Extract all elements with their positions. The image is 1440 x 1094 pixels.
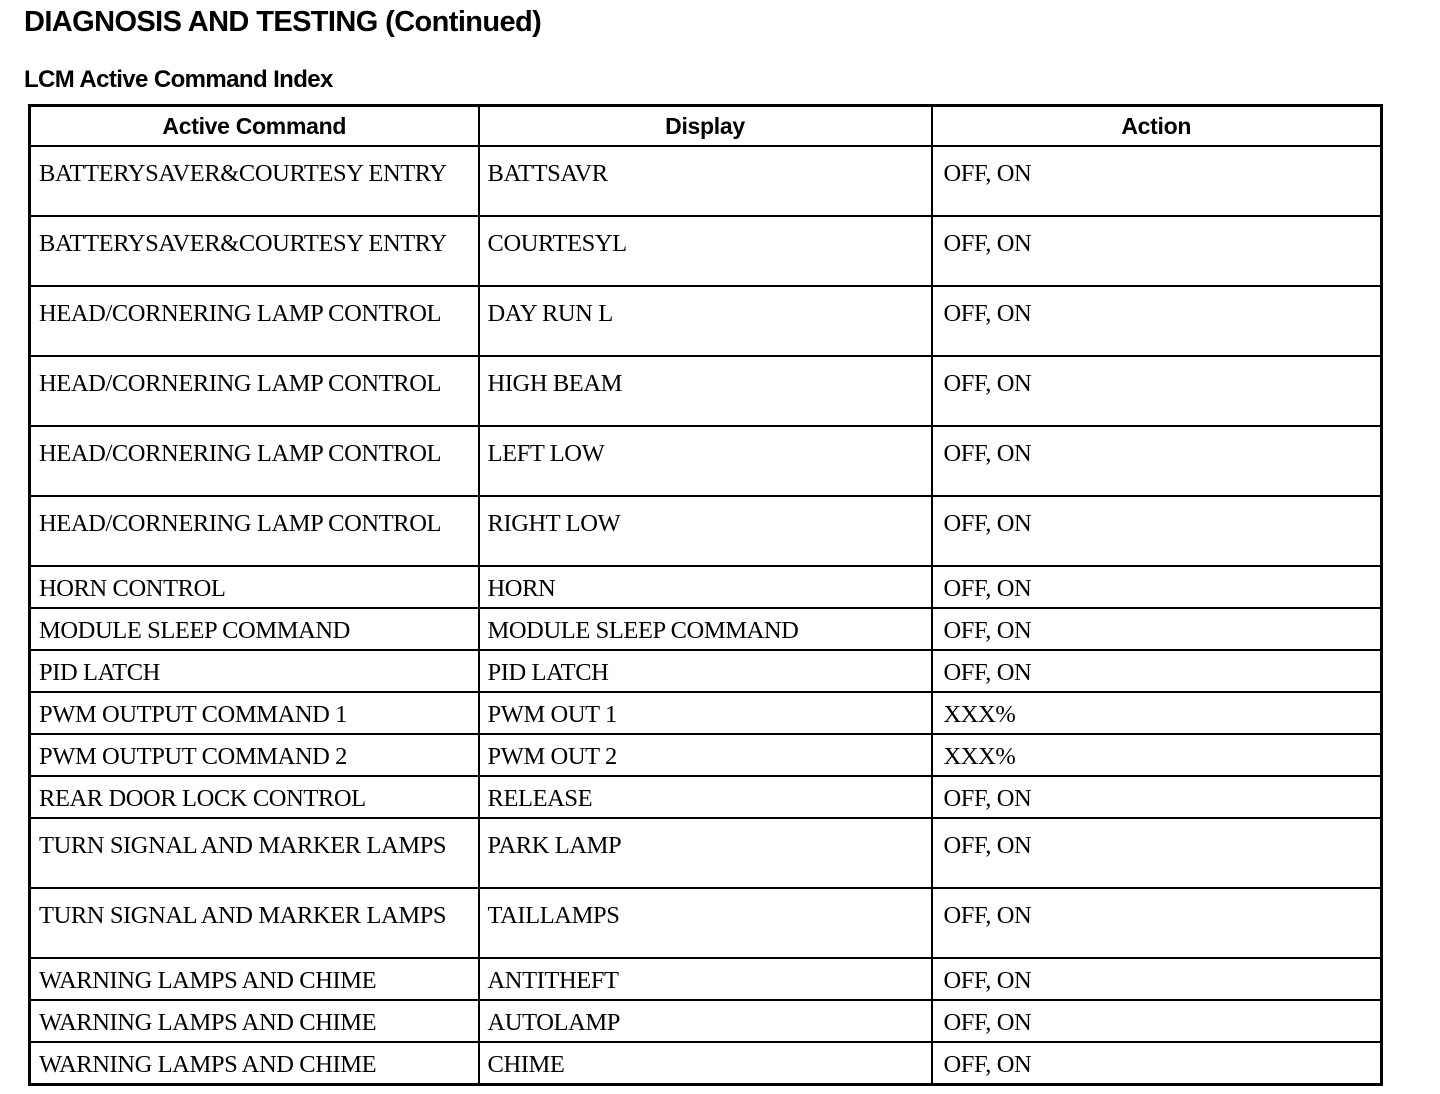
cell-display: RELEASE xyxy=(479,776,932,818)
cell-action: OFF, ON xyxy=(932,608,1382,650)
cell-action: OFF, ON xyxy=(932,566,1382,608)
cell-active-command: BATTERYSAVER&COURTESY ENTRY xyxy=(30,216,479,286)
cell-display: CHIME xyxy=(479,1042,932,1085)
column-header-action: Action xyxy=(932,106,1382,147)
cell-active-command: BATTERYSAVER&COURTESY ENTRY xyxy=(30,146,479,216)
cell-display: BATTSAVR xyxy=(479,146,932,216)
cell-action: OFF, ON xyxy=(932,650,1382,692)
cell-display: ANTITHEFT xyxy=(479,958,932,1000)
table-header-row xyxy=(30,106,1382,147)
cell-active-command: PWM OUTPUT COMMAND 2 xyxy=(30,734,479,776)
table-row xyxy=(30,776,1382,818)
cell-active-command: TURN SIGNAL AND MARKER LAMPS xyxy=(30,818,479,888)
table-row xyxy=(30,566,1382,608)
cell-active-command: HEAD/CORNERING LAMP CONTROL xyxy=(30,286,479,356)
cell-action: XXX% xyxy=(932,692,1382,734)
active-command-table xyxy=(28,104,1383,1086)
cell-active-command: WARNING LAMPS AND CHIME xyxy=(30,1000,479,1042)
cell-active-command: HEAD/CORNERING LAMP CONTROL xyxy=(30,426,479,496)
cell-active-command: TURN SIGNAL AND MARKER LAMPS xyxy=(30,888,479,958)
cell-display: PWM OUT 2 xyxy=(479,734,932,776)
cell-action: OFF, ON xyxy=(932,286,1382,356)
cell-active-command: HORN CONTROL xyxy=(30,566,479,608)
cell-active-command: REAR DOOR LOCK CONTROL xyxy=(30,776,479,818)
cell-active-command: HEAD/CORNERING LAMP CONTROL xyxy=(30,496,479,566)
cell-action: OFF, ON xyxy=(932,818,1382,888)
page-heading: DIAGNOSIS AND TESTING (Continued) xyxy=(24,6,542,38)
cell-action: OFF, ON xyxy=(932,216,1382,286)
cell-action: OFF, ON xyxy=(932,146,1382,216)
table-row xyxy=(30,286,1382,356)
cell-active-command: HEAD/CORNERING LAMP CONTROL xyxy=(30,356,479,426)
cell-display: PID LATCH xyxy=(479,650,932,692)
cell-action: OFF, ON xyxy=(932,1000,1382,1042)
cell-display: MODULE SLEEP COMMAND xyxy=(479,608,932,650)
cell-display: LEFT LOW xyxy=(479,426,932,496)
cell-active-command: MODULE SLEEP COMMAND xyxy=(30,608,479,650)
cell-display: DAY RUN L xyxy=(479,286,932,356)
column-header-active-command: Active Command xyxy=(30,106,479,147)
cell-action: OFF, ON xyxy=(932,958,1382,1000)
cell-action: OFF, ON xyxy=(932,426,1382,496)
cell-active-command: WARNING LAMPS AND CHIME xyxy=(30,958,479,1000)
table-row xyxy=(30,1042,1382,1085)
table-row xyxy=(30,734,1382,776)
cell-display: RIGHT LOW xyxy=(479,496,932,566)
cell-display: AUTOLAMP xyxy=(479,1000,932,1042)
cell-active-command: PID LATCH xyxy=(30,650,479,692)
table-row xyxy=(30,496,1382,566)
cell-display: COURTESYL xyxy=(479,216,932,286)
cell-action: XXX% xyxy=(932,734,1382,776)
cell-active-command: WARNING LAMPS AND CHIME xyxy=(30,1042,479,1085)
cell-display: HIGH BEAM xyxy=(479,356,932,426)
cell-action: OFF, ON xyxy=(932,496,1382,566)
table-row xyxy=(30,356,1382,426)
column-header-display: Display xyxy=(479,106,932,147)
table-row xyxy=(30,818,1382,888)
cell-display: PARK LAMP xyxy=(479,818,932,888)
cell-action: OFF, ON xyxy=(932,356,1382,426)
table-row xyxy=(30,958,1382,1000)
table-row xyxy=(30,888,1382,958)
cell-action: OFF, ON xyxy=(932,776,1382,818)
cell-active-command: PWM OUTPUT COMMAND 1 xyxy=(30,692,479,734)
table-row xyxy=(30,146,1382,216)
cell-action: OFF, ON xyxy=(932,888,1382,958)
table-row xyxy=(30,650,1382,692)
cell-display: TAILLAMPS xyxy=(479,888,932,958)
table-row xyxy=(30,1000,1382,1042)
cell-display: PWM OUT 1 xyxy=(479,692,932,734)
cell-action: OFF, ON xyxy=(932,1042,1382,1085)
table-row xyxy=(30,692,1382,734)
table-row xyxy=(30,608,1382,650)
section-title: LCM Active Command Index xyxy=(24,66,333,93)
table-row xyxy=(30,426,1382,496)
table-row xyxy=(30,216,1382,286)
cell-display: HORN xyxy=(479,566,932,608)
